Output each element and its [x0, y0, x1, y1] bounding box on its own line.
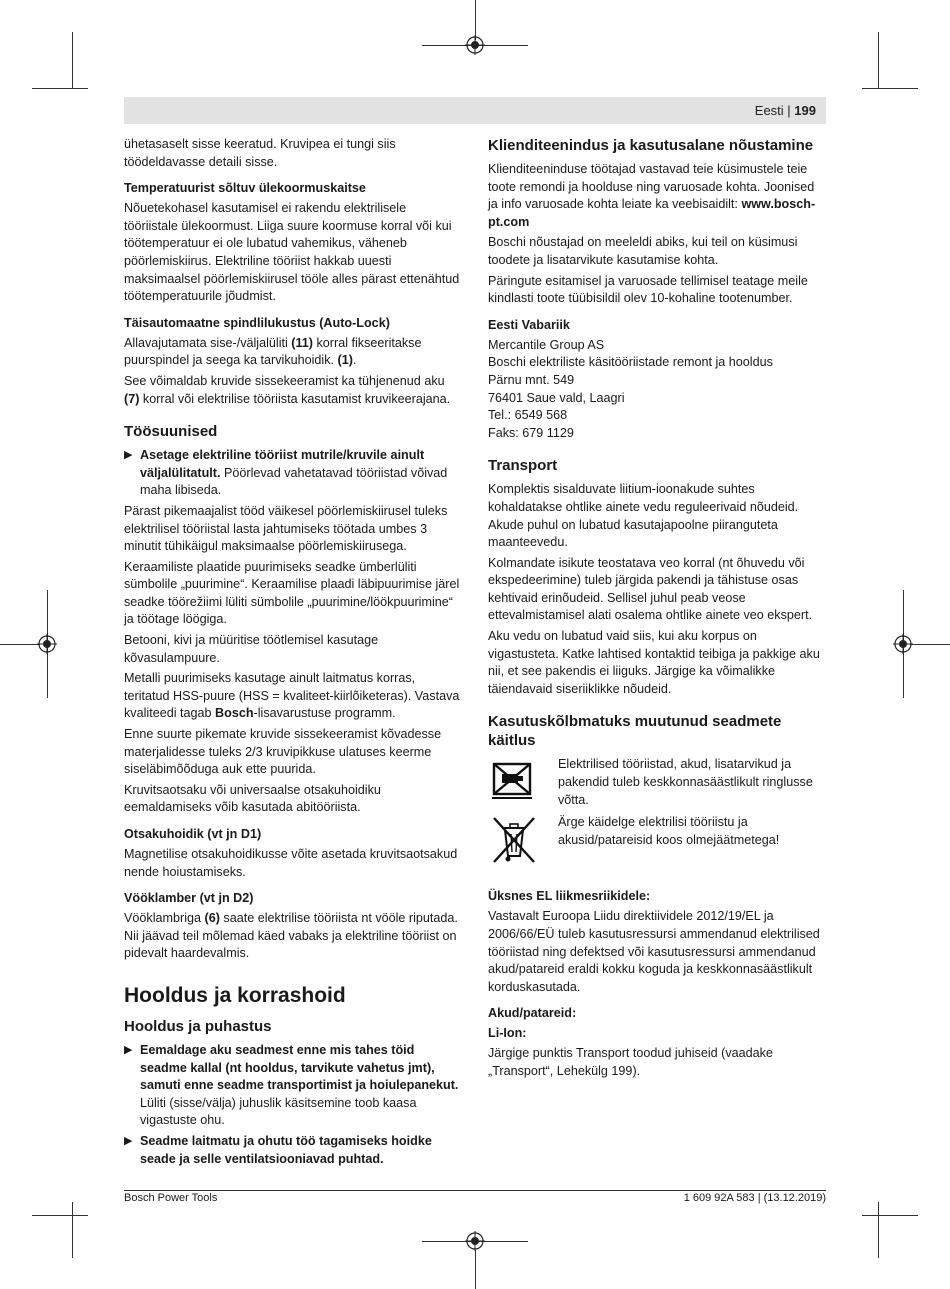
temp-protection-heading: Temperatuurist sõltuv ülekoormuskaitse [124, 181, 366, 196]
cleaning-heading: Hooldus ja puhastus [124, 1017, 272, 1035]
page-header [124, 97, 826, 124]
address-line: Pärnu mnt. 549 [488, 372, 575, 387]
footer-divider [124, 1190, 826, 1191]
batteries-heading: Akud/patareid: [488, 1006, 577, 1021]
maintenance-heading: Hooldus ja korrashoid [124, 983, 346, 1007]
triangle-bullet-icon: ▶ [124, 1134, 133, 1147]
address-line: 76401 Saue vald, Laagri [488, 390, 625, 405]
customer-service-text: Päringute esitamisel ja varuosade tellimisel teatage meile kindlasti toote tüübisildil olev 10-kohaline tootenumber. [488, 273, 808, 306]
disposal-heading: Kasutuskõlbmatuks muutunud seadmete käitlus [488, 713, 782, 750]
crop-mark [878, 1202, 879, 1258]
triangle-bullet-icon: ▶ [124, 449, 133, 462]
crop-mark [32, 88, 88, 89]
work-tips-paragraph: Enne suurte pikemate kruvide sissekeeramist kõvadesse materjalidesse tuleks 2/3 kruvipikkuse ulatuses keerme siseläbimõõduga auk ette puurida. [124, 727, 442, 777]
bit-holder-heading: Otsakuhoidik (vt jn D1) [124, 827, 262, 841]
crossed-bin-icon [488, 814, 540, 866]
eu-heading: Üksnes EL liikmesriikidele: [488, 889, 651, 904]
country-heading: Eesti Vabariik [488, 317, 570, 332]
page-header-text: Eesti | 199 [754, 103, 816, 118]
work-tips-heading: Töösuunised [124, 423, 218, 441]
work-tips-paragraph: Betooni, kivi ja müüritise töötlemisel kasutage kõvasulampuure. [124, 633, 379, 665]
crop-mark [475, 1250, 476, 1289]
registration-mark-icon [37, 634, 57, 654]
no-household-waste-icon [488, 760, 540, 812]
transport-text: Kolmandate isikute teostatava veo korral (nt õhuvedu või ekspedeerimine) tuleb järgida pakendi ja tähistuse osas kehtivaid erinõudeid. Sellisel juhul peab veose ettevalmistamisel alati osalema ohtlike ainete veo ekspert. [488, 555, 813, 623]
service-address [488, 337, 826, 443]
liion-heading: Li-Ion: [488, 1026, 527, 1041]
work-tips-paragraph: Metalli puurimiseks kasutage ainult laitmatus korras, teritatud HSS-puure (HSS = kvaliteet-kiirlõiketeras). Vastava kvaliteedi tagab Bosch-lisavarustuse programm. [124, 671, 460, 721]
disposal-text: Elektrilised tööriistad, akud, lisatarvikud ja pakendid tuleb keskkonnasäästlikult ringlusse võtta. [558, 757, 813, 807]
transport-text: Aku vedu on lubatud vaid siis, kui aku korpus on vigastusteta. Katke lahtised kontaktid teibiga ja pakkige aku nii, et see pakendis ei liiguks. Järgige ka võimalikke täiendavaid siseriiklikke nõudeid. [488, 629, 820, 696]
registration-mark-icon [893, 634, 913, 654]
registration-mark-icon [465, 35, 485, 55]
customer-service-text: Boschi nõustajad on meeleldi abiks, kui teil on küsimusi toodete ja lisatarvikute kasutamise kohta. [488, 235, 798, 267]
bit-holder-text: Magnetilise otsakuhoidikusse võite asetada kruvitsaotsakud nende hoiustamiseks. [124, 847, 458, 879]
triangle-bullet-icon: ▶ [124, 1043, 133, 1056]
website-link[interactable]: www.bosch-pt.com [488, 197, 816, 229]
auto-lock-text: Allavajutamata sise-/väljalüliti (11) korral fikseeritakse puurspindel ja seega ka tarvikuhoidik. (1). [124, 335, 422, 368]
footer-doc-number: 1 609 92A 583 | (13.12.2019) [683, 1192, 826, 1204]
crop-mark [862, 88, 918, 89]
work-tips-paragraph: Pärast pikemaajalist tööd väikesel pöörlemiskiirusel tuleks elektrilisel tööriistal lasta jahtumiseks töötada umbes 3 minutit tühikäigul maksimaalse pöörlemiskiirusega. [124, 503, 448, 554]
warning-bullet: ▶ Seadme laitmatu ja ohutu töö tagamiseks hoidke seade ja selle ventilatsiooniavad puhtad. [124, 1133, 432, 1166]
registration-mark-icon [465, 1231, 485, 1251]
left-column [124, 136, 462, 1171]
customer-service-heading: Klienditeenindus ja kasutusalane nõustamine [488, 137, 814, 154]
customer-service-text: Klienditeeninduse töötajad vastavad teie küsimustele teie toote remondi ja hoolduse ning varuosade kohta. Joonised ja info varuosade kohta leiate ka veebisaidilt: www.bosch-pt.com [488, 162, 816, 229]
crop-mark [910, 644, 950, 645]
right-column [488, 136, 826, 1084]
address-line: Faks: 679 1129 [488, 425, 574, 440]
crop-mark [0, 644, 40, 645]
crop-mark [862, 1215, 918, 1216]
temp-protection-text: Nõuetekohasel kasutamisel ei rakendu elektrilisele tööriistale ülekoormust. Liiga suure koormuse korral või kui töötemperatuur ei ole lubatud vahemikus, väheneb pöörlemiskiirus. Elektriline tööriist hakkab uuesti maksimaalsel pöörlemiskiirusel tööle alles pärast ettenähtud töötemperatuurile jõudmist. [124, 201, 460, 304]
crop-mark [72, 1202, 73, 1258]
address-line: Mercantile Group AS [488, 337, 605, 352]
address-line: Boschi elektriliste käsitööriistade remont ja hooldus [488, 355, 773, 370]
intro-text: ühetasaselt sisse keeratud. Kruvipea ei tungi siis töödeldavasse detaili sisse. [124, 137, 396, 169]
disposal-item [488, 814, 826, 870]
work-tips-paragraph: Keraamiliste plaatide puurimiseks seadke ümberlüliti sümbolile „puurimine“. Keraamilise plaadi läbipuurimise järel seadke töörežiimi lüliti sümbolile „puurimine/löökpuurimine“ ja töötage löögiga. [124, 559, 460, 627]
work-tips-paragraph: Kruvitsaotsaku või universaalse otsakuhoidiku eemaldamiseks võib kasutada abitööriista. [124, 782, 381, 815]
crop-mark [878, 32, 879, 88]
header-section: Eesti [754, 103, 784, 118]
eu-text: Vastavalt Euroopa Liidu direktiividele 2012/19/EL ja 2006/66/EÜ tuleb kasutusressursi ammendanud elektrilised tööriistad ning defektsed või kasutusressursi ammendanud akud/patareid eraldi kokku koguda ja keskkonnasäästlikult korduskasutada. [488, 909, 820, 994]
address-line: Tel.: 6549 568 [488, 408, 568, 423]
crop-mark [72, 32, 73, 88]
footer-brand: Bosch Power Tools [124, 1192, 218, 1204]
auto-lock-heading: Täisautomaatne spindlilukustus (Auto-Lock) [124, 315, 390, 330]
transport-heading: Transport [488, 457, 558, 475]
belt-clip-text: Vööklambriga (6) saate elektrilise tööriista nt vööle riputada. Nii jäävad teil mõlemad käed vabaks ja elektriline tööriist on pidevalt haardevalmis. [124, 911, 458, 961]
disposal-text: Ärge käidelge elektrilisi tööriistu ja akusid/patareisid koos olmejäätmetega! [558, 815, 780, 848]
liion-text: Järgige punktis Transport toodud juhiseid (vaadake „Transport“, Lehekülg 199). [488, 1046, 773, 1078]
auto-lock-text-2: See võimaldab kruvide sissekeeramist ka tühjenenud aku (7) korral või elektrilise tööriista kasutamist kruvikeerajana. [124, 373, 451, 406]
page-number: 199 [794, 103, 816, 118]
crop-mark [475, 0, 476, 40]
transport-text: Komplektis sisalduvate liitium-ioonakude suhtes kohaldatakse ohtlike ainete vedu reguleerivaid nõudeid. Akude puhul on lubatud kasutajapoolne piiranguteta maanteevedu. [488, 482, 799, 550]
crop-mark [32, 1215, 88, 1216]
warning-bullet: ▶ Eemaldage aku seadmest enne mis tahes töid seadme kallal (nt hooldus, tarvikute vahetus jmt), samuti enne seadme transportimist ja hoiulepanekut. Lüliti (sisse/välja) juhuslik käsitsemine toob kaasa vigastuste ohu. [124, 1042, 459, 1128]
disposal-item [488, 756, 826, 812]
warning-bullet: ▶ Asetage elektriline tööriist mutrile/kruvile ainult väljalülitatult. Pöörlevad vahetatavad tööriistad võivad maha libiseda. [124, 448, 448, 498]
belt-clip-heading: Vööklamber (vt jn D2) [124, 891, 254, 906]
